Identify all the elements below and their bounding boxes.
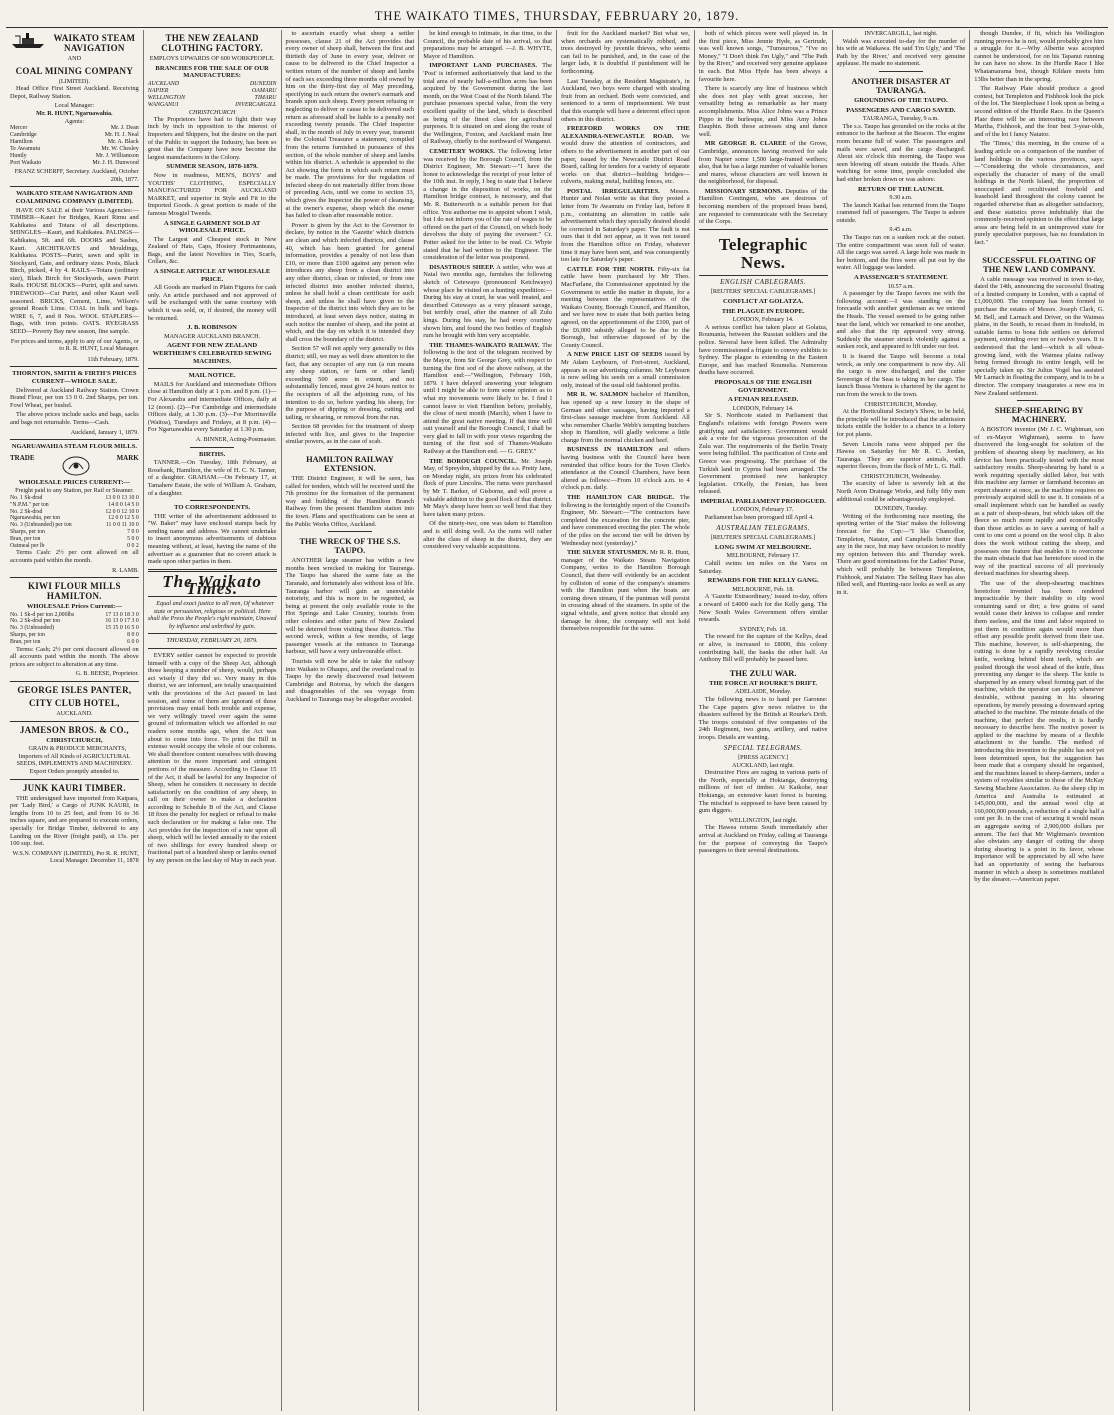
business-heading: BUSINESS IN HAMILTON: [567, 446, 653, 454]
column-8: [970, 30, 1108, 1411]
swim-date: MELBOURNE, February 17.: [726, 552, 800, 560]
ad-thornton-note: The above prices include sacks and bags, sacks and bags not returnable. Terms—Cash.: [10, 411, 139, 426]
correspondents-heading: TO CORRESPONDENTS.: [174, 504, 251, 512]
shearing-body: A BOSTON inventor (Mr J. C. Wightman, son of ex-Mayor Wightman), seems to have discovered the long-sought for solution of the problem of shearing sheep by machinery, as his device has been practically tested with the most satisfactory results. Sheep-shearing by hand is a work requiring specially skilled labor, but with this machine any farmer or farmhand becomes an expert shearer at once, as the machine requires no previously acquired skill to use it. It consists of a small implement which can be handled as easily as a pair of sheep-shears, but which takes off the fleece so much more rapidly and economically than those articles as to save a saving of half a cent to one cent a pound on the wool clip. It also does the work without cutting the sheep, and possesses one feature that enables it to overcome the main obstacle that has heretofore stood in the way of the practical success of all previously devised machines for shearing sheep.: [974, 426, 1104, 578]
ad-wsn2-title: WAIKATO STEAM NAVIGATION AND COALMINING COMPANY (LIMITED).: [15, 190, 134, 205]
price-row: No. 1 Sk-drsd 13 0 0 13 10 0: [10, 494, 139, 501]
mark-label: MARK: [116, 453, 139, 462]
australian-head: AUSTRALIAN TELEGRAMS.: [716, 523, 810, 532]
christchurch-body-2: Seven Lincoln rams were shipped per the Hawea on Saturday for Mr R. C. Jordan, Tauranga. They are superior animals, with superior fleeces, from the flock of Mr L. G. Hall.: [836, 440, 966, 471]
mail-sign: A. BINNER, Acting-Postmaster.: [195, 435, 277, 443]
divider: [190, 447, 234, 448]
return-head: RETURN OF THE LAUNCH.: [858, 185, 944, 193]
christchurch2-body: The scarcity of labor is severely felt at the North Avon Drainage Works, and fully fifty men additional could be advantageously employed.: [836, 480, 966, 503]
zulu-head: THE ZULU WAR.: [729, 668, 797, 678]
ad-junk-title: JUNK KAURI TIMBER.: [22, 782, 126, 793]
ad-clothing-branches-head: BRANCHES FOR THE SALE OF OUR MANUFACTURES:: [155, 64, 269, 80]
col8-p2: The 'Times,' this morning, in the course of a leading article on a comparison of the number of land holdings in the various provinces, says:—"Considering the whole circumstances, and especially the character of many of the small holdings in the North Island, the proportion of unoccupied and recultivated freehold and leasehold land throughout the colony cannot be regarded otherwise than as altogether satisfactory, and these statistics prove indubitably that the commonly-received opinion to the effect that large areas are being held in an unimproved state for purely speculative purposes, has no foundation in fact.": [974, 140, 1104, 247]
english-cablegrams-sub: [REUTERS' SPECIAL CABLEGRAMS.]: [710, 288, 816, 296]
land-heading: IMPORTANT LAND PURCHASES.: [429, 62, 537, 70]
seeds-body: issued by Mr Adam Leybourn, of Fort-street, Auckland, appears in our advertising columns. Mr Leybourn is now selling his seeds on a small commission only, instead of the usual old fashioned profits.: [561, 351, 690, 389]
return-body: The launch Kaikai has returned from the Taupo crammed full of passengers. The Taupo is ashore outside.: [836, 201, 966, 224]
bridge-heading: THE HAMILTON CAR BRIDGE.: [567, 494, 675, 502]
ad-thornton-title: THORNTON, SMITH & FIRTH'S PRICES CURRENT—WHOLE SALE.: [12, 370, 137, 385]
wreck-heading: THE WRECK OF THE S.S. TAUPO.: [299, 537, 401, 556]
statement-body-2: It is feared the Taupo will become a total wreck, as only one compartment is now dry. All the cargo is now discharged, and the cutter Sovereign of the Seas is taking in her cargo. The launch Bussa Ventura is chartered by the agent to run from the wreck to the town.: [836, 352, 966, 398]
ad-kiwi-sign: G. B. BEESE, Proprietor.: [75, 670, 139, 678]
branch-row: NAPIER OAMARU: [147, 87, 277, 94]
salmon-body: bachelor of Hamilton, has opened up a new luxury in the shape of German and other sausages, having imported a first-class sausage machine from Auckland. All who remember Charlie Webb's tempting butchers shop in Hamilton, will gladly welcome a little change from the normal chicken and beef.: [561, 391, 690, 444]
christchurch2-date: CHRISTCHURCH, Wednesday.: [860, 472, 942, 480]
ad-wsn-manager: Mr. R. HUNT, Ngaruawahia.: [36, 109, 113, 117]
births-heading: BIRTHS.: [198, 450, 226, 458]
ad-wsn-and: AND: [67, 55, 82, 62]
ad-junk-sign: W.S.N. COMPANY (LIMITED), Per R. R. HUNT, Local Manager. December 11, 1878: [12, 849, 139, 865]
mail-body: MAILS for Auckland and intermediate Offices close at Hamilton daily at 1 p.m. and 8 p.m. (1)—For Alexandra and intermediate Offices, daily at 12 (noon). (2)—For Cambridge and intermediate Offices daily, at 1.30 p.m. (3)—For Morrinsville (Waitoa), Tuesdays and Fridays, at 8 p.m. (4)—For Ngaruawahia every Saturday at 1.30 p.m.: [147, 380, 277, 434]
trade-label: TRADE: [10, 453, 35, 462]
paper-title: The Waikato Times.: [162, 571, 262, 599]
swim-body: Cahill swims ten miles on the Yarra on Saturday.: [698, 560, 828, 575]
fenian-date: LONDON, February 14.: [732, 404, 794, 412]
divider: [328, 449, 372, 450]
force-head: THE FORCE AT ROURKE'S DRIFT.: [709, 679, 818, 687]
shearing-body-2: The use of the sheep-shearing machines heretofore invented has been rendered impracticable by their inability to clip wool containing sand or dirt; a few grains of sand would cause their knives to collapse and render them useless, and the time and labor required to put them in condition again would more than offset any possible profit derived from their use. This machine, however, is self-sharpening, the cutting is done by a rapidly revolving circular knife, working behind blunt teeth, which are pushed through the wool ahead of the knife, thus preventing any danger to the sheep. The knife is sharpened by an emery wheel forming part of the machine, which the operator can apply whenever desirable, without pausing in his shearing operations, by merely pressing a downward spring attached to the machine. The minute details of the machine, that perfect the results, it is hardly necessary to describe here. The motive power is applied to the machine by means of a flexible attachment to the handle. The method of introducing this invention to the public has not yet been determined upon, but the suggestion has been made that a company should be organised, and the machines leased to sheep-farmers, under a system of royalties similar to those of the McKay Sewing Machine Association. As the sheep clip in America and Australia is estimated at 145,000,000, and the annual wool clip at 160,000,000 pounds, a reduction of a single half a cent per lb. in the cost of securing it would mean an aggregate saving of 2,900,000 dollars per annum. The fact that Mr Wightman's invention also obviates any danger of cutting the sheep during shearing is a point in its favor, whose importance will be appreciated by all who have had an opportunity of seeing the barbarous manner in which a sheep is sometimes mutilated by the shearer.—American paper.: [974, 580, 1104, 884]
sheep-heading: DISASTROUS SHEEP.: [429, 263, 495, 271]
divider: [10, 439, 139, 440]
ad-clothing-title: THE NEW ZEALAND CLOTHING FACTORY.: [161, 33, 263, 53]
ad-mills-head: WHOLESALE PRICES CURRENT:—: [18, 478, 130, 486]
ad-clothing-single2-head: A SINGLE ARTICLE AT WHOLESALE PRICE.: [153, 268, 271, 283]
imperial-head: IMPERIAL PARLIAMENT PROROGUED.: [700, 497, 826, 505]
divider: [10, 366, 139, 367]
ad-clothing-sub: EMPLOYS UPWARDS OF 600 WORKPEOPLE.: [149, 55, 275, 62]
col6-intro: both of which pieces were well played in. In the first piece, Miss Jennie Hyde, as Gertrude, was well known songs, "Tumourous," "I've no Money," "I Don't think I'm Ugly," and "The Path by the River," and received very genuine applause in each. But Miss Hyde has been always a favourite here.: [698, 30, 828, 83]
ad-panter-title: GEORGE ISLES PANTER,: [17, 685, 132, 696]
nat-heading: THE BOROUGH COUNCIL.: [429, 457, 517, 465]
divider: [1017, 250, 1061, 251]
sheep-body: A settler, who was at Natal two months ago, furnishes the following sketch of Cetewayo (pronounced Ketchwayo) whose place he visited on a hunting expedition:—During his stay at court, he was well treated, and described Cetewayo as a very pleasant savage, but terribly cruel, after the manner of all Zulu kings. During his stay, he had every courtesy shown him, and found the two bottles of English rum he brought with him very acceptable.: [423, 263, 552, 340]
agent-row: Cambridge Mr. H. J. Neal: [10, 132, 139, 139]
invercargill-body: Walsh was executed to-day for the murder of his wife at Waikawa. He said 'I'm Ugly,' and 'The Path by the River,' and received very genuine applause. He made no statement.: [836, 37, 966, 68]
ad-clothing-single2-body: All Goods are marked in Plain Figures for cash only. An article purchased and not approved of will be exchanged with the same courtesy with which it was sold, or, if desired, the money will be returned.: [147, 284, 277, 322]
passengers-head: PASSENGERS AND CARGO SAVED.: [846, 106, 956, 114]
divider: [328, 531, 372, 532]
ad-wsn-office: Head Office First Street Auckland. Receiving Depot, Railway Station.: [10, 85, 139, 100]
cattle-heading: CATTLE FOR THE NORTH.: [567, 265, 655, 273]
christchurch-body: At the Horticultural Society's Show, to be held, the principle will be introduced that the admission tickets entitle the holder to a chance in a lottery for pot plants.: [836, 408, 966, 438]
disaster-head: ANOTHER DISASTER AT TAURANGA.: [851, 76, 951, 95]
branch-list: [148, 81, 277, 116]
column-1: [6, 30, 144, 1411]
ad-clothing-agent: AGENT FOR NEW ZEALAND WERTHEIM'S CELEBRATED SEWING MACHINES.: [152, 342, 272, 365]
paper-motto: Equal and exact justice to all men, Of whatever state or persuasion, religious or political. Here shall the Press the People's right maintain, Unawed by influence and unbribed by gain.: [147, 600, 277, 630]
wellington-body: The Hawea returns South immediately after arrival at Auckland on Friday, calling at Tauranga for the purpose of conveying the Taupo's passengers to their several destinations.: [698, 824, 828, 855]
price-row: "N.P.M." per ton 14 0 0 14 5 0: [10, 501, 139, 508]
wreck-body: ANOTHER large steamer has within a few months been wrecked in making for Tauranga. The Taupo has shared the same fate as the Taranaki, and fortunately also without loss of life. Tauranga harbor will gain an unenviable notoriety, and this is more to be regretted, as being at present the only available route to the Hot Springs and Lake Country, tourists from other colonies and other parts of New Zealand will be deterred from visiting these districts. The second wreck, within a few months, of large passenger vessels at the entrance to Tauranga harbour, will have a very unfavourable effect.: [285, 557, 415, 656]
claree-heading: MR GEORGE R. CLAREE: [704, 140, 787, 148]
return-body-2: The Taupo ran on a sunken rock at the outset. The entire compartment was soon full of water. All the cargo was saved. A large hole was made in her bottom, and the fires were all put out by the water. All luggage was landed.: [836, 234, 966, 272]
ad-clothing-body: The Proprietors have had to fight their way inch by inch in opposition to the interest of Importers and Shippers, but the desire on the part of the Public to support the Industry, has been so great that the Company have now become the largest manufacturers in the Colony.: [147, 115, 277, 161]
postal-heading: POSTAL IRREGULARITIES.: [567, 187, 660, 195]
divider: [699, 229, 828, 230]
ad-mills-sub: Freight paid to any Station, per Rail or Steamer.: [15, 487, 134, 495]
price-row: Sharps, per ton 8 0 0: [10, 632, 139, 639]
ad-mills-title: NGARUAWAHIA STEAM FLOUR MILLS.: [11, 443, 138, 451]
claree-body: of the Grove, Cambridge, announces having received for sale from Napier some 1,500 large-framed wethers; also, that he has a large number of valuable horses and mares, whose characters are well known in the neighborhood, for disposal.: [698, 140, 828, 186]
ad-junk-body: THE undersigned have imported from Kaipara, per 'Lady Bird,' a Cargo of JUNK KAURI, in lengths from 10 to 25 feet, and from 16 to 36 inches square, and are prepared to execute orders, specially for Bridge Timber, delivered to any Landing on the River (freight paid), at 13s. per 100 sup. feet.: [10, 794, 139, 848]
price-row: Bran, per ton 5 0 0: [10, 535, 139, 542]
ad-wsn-agents: [10, 125, 139, 167]
ad-wsn2-sign: For prices and terms, apply to any of our Agents, or to R. R. HUNT, Local Manager.: [10, 337, 139, 353]
agent-row: Mercer Mr. J. Dean: [10, 125, 139, 132]
ad-wsn2-date: 11th February, 1879.: [87, 355, 139, 363]
railway-heading: HAMILTON RAILWAY EXTENSION.: [306, 455, 394, 474]
special-telegrams-sub: [PRESS AGENCY.]: [738, 754, 789, 762]
rail2-body: The following is the text of the telegram received by the Mayor, from Sir George Grey, with respect to turning the first sod of the above railway, at the Hamilton end:—"Wellington, February 16th, 1879. I have delayed answering your telegram until I might be able to form some opinion as to what my movements were likely to be. I find I cannot leave to visit Hamilton before, probably, the close of next month (March), when I have to attend the great native meeting. If that time will suit yourself and the Borough Council, I shall be very glad to fall in with your views regarding the turning of the first sod of Thames-Waikato Railway at the Hamilton end. — G. GREY.": [423, 341, 552, 456]
ad-wsn-manager-label: Local Manager:: [54, 102, 95, 110]
column-3: [282, 30, 420, 1411]
ad-wsn-title: WAIKATO STEAM NAVIGATION: [53, 33, 136, 53]
column-4: [419, 30, 557, 1411]
agent-row: Te Awamutu Mr. W. Chesley: [10, 146, 139, 153]
swim-head: LONG SWIM AT MELBOURNE.: [714, 543, 812, 551]
editorial-p4: Section 68 provides for the treatment of sheep infected with lice, and gives to the Inspector similar powers, as in the case of scab.: [285, 423, 415, 446]
sermons-heading: MISSIONARY SERMONS.: [704, 187, 783, 195]
col8-p1: The Railway Plate should produce a good contest, but Templeton and Fishhook look the pick of the lot. The Steeplechase I look upon as being a second edition of the Hurdle Race. In the Queen's Plate there will be an interesting race between Martha, Fishhook, and the four best 3-year-olds, and of the lot I fancy Natator.: [974, 85, 1104, 138]
silver-heading: THE SILVER STATUSMEN.: [567, 549, 649, 557]
ad-mills-terms: Terms Cash: 2½ per cent allowed on all accounts paid within the month.: [10, 549, 139, 564]
ad-thornton-body: Delivered at Auckland Railway Station. Crown Brand Flour, per ton 13 0 0. 2nd Sharps, per ton. Fowl Wheat, per bushel.: [10, 386, 139, 409]
masthead: [6, 6, 1108, 28]
cattle-body: Fifty-six fat cattle have been purchased by Mr Theo. MacFarlane, the Commissioner appointed by the Government to settle the matter in dispute, for a meeting between the representatives of the Waikato County, Borough Council, and Hamilton, and we have now to state that both parties being agreed, on the apportionment of the £100, part of the £6,000 subsidy alleged to be due to the Borough, but otherwise disposed of by the County Council.: [561, 265, 690, 349]
sydney-body: The reward for the capture of the Kellys, dead or alive, is increased to £8000, this colony contributing half, the banks the other half. An Anthony Bill will probably be passed here.: [698, 633, 828, 664]
divider: [1017, 400, 1061, 401]
ad-clothing-single-body: The Largest and Cheapest stock in New Zealand of Hats, Caps, Hosiery Portmanteaus, Bags, and the latest Novelties in Ties, Scarfs, Collars, &c.: [147, 235, 277, 266]
masthead-title: THE WAIKATO TIMES, THURSDAY, FEBRUARY 20, 1879.: [374, 9, 740, 23]
col5-intro: fruit for the Auckland market? But what we, when orchards are systematically robbed, and trees destroyed by juvenile thieves, who seems can fail to be punished, and, in the case of the larger lads, it is doubtful if punishment will be forthcoming.: [561, 30, 690, 75]
tauranga-date: TAURANGA, Tuesday, 9 a.m.: [862, 115, 939, 123]
divider: [10, 681, 139, 682]
statement-head: A PASSENGER'S STATEMENT.: [853, 274, 948, 282]
adelaide-body: The following news is to hand per Garonne: The Cape papers give news relative to the disasters suffered by the British at Rourke's Drift. The troops consisted of five companies of the 24th Regiment, two guns, artillery, and native troops. Details are wanting.: [698, 695, 828, 741]
kiwi-price-table: [10, 612, 139, 646]
auckland-date: AUCKLAND, last night.: [732, 761, 795, 769]
price-row: No. 3 (Unbranded) 15 15 0 16 5 0: [10, 625, 139, 632]
editorial-body: EVERY settler cannot be expected to provide himself with a copy of the Sheep Act, although those keeping a number of sheep, would, perhaps act wisely if they did so. Very many in this district, we are informed, are totally unacquainted with the provisions of the Act passed in last session, and some of them are ignorant of these provisions may entail both trouble and expense, we very willingly travel over again the same ground of information which we afforded to our readers some months ago, when the Act was about to come into force. To print the Bill in extenso would occupy the whole of our columns. We shall therefore content ourselves with drawing attention to the more important and stringent portions of the measure. According to Clause 15 of the Act, it shall be lawful for any Inspector of Sheep, when he considers it necessary to decide satisfactorily on the condition of any sheep, to call on their owner to make a declaration according to Schedule B of the Act, and Clause 18 fixes the penalty for neglect or refusal to make such declaration or for making a false one. The Act provides for the inspection of a rate upon all sheep, which will be levied annually to the extent of two shillings for every hundred sheep or fractional part of a hundred sheep or lambs owned by any person on the last day of May in each year.: [147, 652, 277, 865]
branch-row: WANGANUI INVERCARGILL: [147, 101, 277, 108]
rail2-heading: THE THAMES-WAIKATO RAILWAY.: [429, 341, 540, 349]
col4-intro: be kind enough to intimate, in due time, to the Council, the probable date of his arrival, so that preparations may be arranged. —J. B. WHYTE, Mayor of Hamilton.: [423, 30, 552, 60]
works-body: The following letter was received by the Borough Council, from the District Engineer, Mr. Stewart:—"I have the honor to acknowledge the receipt of your letter of the 10th inst. In reply, I beg to state that I believe a change in the disposition of works, on the Hamilton bridge contract, is necessary, and that Mr. R. Butterworth is a suitable person for that office. You authorise me to appoint whom I wish, but I do not inform you of the rate of wages to be offered on the part of the Council, on which body devolves the duty of paying the overseer." Cr. Potter asked for the letter to be read. Cr. Whyte stated that he had written to the Engineer. The consideration of the letter was postponed.: [423, 147, 553, 262]
columns: [6, 30, 1108, 1411]
invercargill-date: INVERCARGILL, last night.: [864, 30, 938, 37]
trade-mark: [10, 455, 139, 477]
kelly-date: MELBOURNE, Feb. 18.: [732, 585, 794, 593]
steamer-icon: [10, 32, 46, 50]
english-cablegrams-head: ENGLISH CABLEGRAMS.: [720, 277, 807, 286]
price-row: Ngaruawahia, per ton 12 0 0 12 5 0: [10, 515, 139, 522]
column-7: [833, 30, 971, 1411]
silver-body: Mr R. R. Hunt, manager of the Waikato Steam Navigation Company, writes to the Hamilton Borough Council, that there will evidently be an accident by collision of some of the company's steamers with the Hamilton punt when the boats are coming down stream, if the puntman will persist in crossing ahead of the steamers. In spite of the signal whistle, and given notice that should any damage be done, the company will not hold themselves responsible for the same.: [561, 549, 690, 633]
statement-time: 10.57 a.m.: [887, 282, 914, 290]
divider: [148, 648, 277, 649]
price-row: No. 3 (Unbranded) per ton 11 0 0 11 10 0: [10, 522, 139, 529]
mail-heading: MAIL NOTICE.: [188, 372, 236, 380]
ad-clothing-season-body: Now in readiness, MEN'S, BOYS' and YOUTHS' CLOTHING, ESPECIALLY MANUFACTURED FOR AUCKLAND MARKET, and superior in Style and Fit to the Imported Goods. A great portion is made of the famous Mosgiel Tweeds.: [147, 171, 277, 217]
railway-body: THE District Engineer, it will be seen, has called for tenders, which will be received until the 7th proximo for the formation of the permanent way and building of the Hamilton Branch Railway from the present Hamilton station into the town. Plans and specifications can be seen at the Public Works Office, Auckland.: [285, 475, 415, 528]
golatza-head: CONFLICT AT GOLATZA.: [722, 298, 804, 306]
divider: [699, 275, 828, 276]
grounding-head: GROUNDING OF THE TAUPO.: [854, 96, 948, 104]
divider: [10, 721, 139, 722]
paper-date: THURSDAY, FEBRUARY 20, 1879.: [166, 637, 258, 645]
tauranga-body: The s.s. Taupo has grounded on the rocks at the entrance to the harbour at the Beacon. The engine room became full of water. The passengers and mails were saved, and the cargo discharged. About six o'clock this morning, the Taupo was seen blowing off steam outside the Heads. After watching for some time, people concluded she had either broken down or was ashore.: [836, 122, 966, 183]
shearing-head: SHEEP-SHEARING BY MACHINERY.: [994, 406, 1084, 425]
sydney-date: SYDNEY, Feb. 18.: [739, 625, 787, 633]
ad-wsn-company: COAL MINING COMPANY: [15, 65, 134, 76]
ad-clothing-sign2: MANAGER AUCKLAND BRANCH.: [164, 332, 261, 340]
column-6: [695, 30, 833, 1411]
salmon-heading: MR R. W. SALMON: [567, 391, 628, 399]
agent-row: Port Waikato Mr. J. H. Dunwood: [10, 160, 139, 167]
australian-sub: [REUTER'S SPECIAL CABLEGRAMS.]: [710, 534, 816, 542]
fenian-body: Sir S. Northcote stated in Parliament that England's relations with foreign Powers were gratifying and satisfactory. Government would ask a vote for the vigorous prosecution of the Zulu war. The requirements of the Berlin Treaty were being fulfilled. The pacification of Crete and Greece was progressing. The purchase of the Turkish land in Cyprus had been arranged. The Government promised new bankruptcy legislation. O'Kelly, the Fenian, has been released.: [698, 412, 828, 496]
plague-body: A serious conflict has taken place at Golatza, Roumania, between the Russian soldiers and the police. Several have been killed. The Admiralty have commissioned a frigate to convey exhibits to Sydney. The plague is extending in the Eastern Europe, and has reached Roumelia. Numerous deaths have occurred.: [698, 323, 828, 377]
return-time: 9.30 a.m.: [889, 194, 913, 202]
ad-wsn-limited: (LIMITED).: [58, 77, 90, 85]
ad-jameson-body: GRAIN & PRODUCE MERCHANTS, Importers of All Kinds of AGRICULTURAL SEEDS, IMPLEMENTS AND MACHINERY. Export Orders promptly attended to.: [16, 745, 133, 776]
bridge-body: The following is the fortnightly report of the Council's Engineer, Mr. Stewart:—"The contractors have completed the excavation for the concrete pier, and have commenced erecting the pier. The whole of the piles on the second tier will be driven by Wednesday next (yesterday).": [561, 494, 690, 547]
kelly-head: REWARDS FOR THE KELLY GANG.: [707, 577, 819, 585]
trade-mark-icon: [61, 455, 91, 477]
kelly-body: A 'Gazette Extraordinary,' issued to-day, offers a reward of £4000 each for the Kelly gang. The New South Wales Government offers similar rewards.: [698, 593, 828, 624]
divider: [10, 577, 139, 578]
divider: [10, 186, 139, 187]
ad-clothing-sign: J. B. ROBINSON: [187, 324, 237, 332]
ad-panter-place: AUCKLAND.: [56, 710, 93, 718]
ad-kiwi-head: WHOLESALE Prices Current:—: [26, 603, 122, 611]
price-row: No. 1 Sk-d per ton 2,000lbs 17 13 0 18 3 0: [10, 611, 139, 618]
dunedin-body: Writing of the forthcoming race meeting, the sporting writer of the 'Star' makes the following forecast for the Cup:—"I like Chancellor, Templeton, Natator, and Campbells better than any in the race, but may have occasion to modify my opinion between this and Thursday week. There are good nominations for the Ladies' Purse, which will probably lie between Templeton, Fishhook, and Natator. The Selling Race has also filled well, and Hunting-race looks as well as any in it.: [836, 512, 966, 596]
ad-thornton-date: Auckland, January 1, 1879.: [70, 428, 139, 436]
ad-mills-sign: R. LAMB.: [112, 566, 139, 574]
land-body: The 'Post' is informed authoritatively that land to the total area of nearly half-a-million acres has been acquired by the Government during the last month, on the West Coast of the North Island. The purchase possesses special value, from the very excellent quality of the land, which is described as being of the finest class for agricultural purposes. It is situated on and along the route of the Wellington, Foxton, and Auckland main line of Railway, chiefly to the northward of Wanganui.: [423, 62, 552, 146]
ad-clothing-season: SUMMER SEASON, 1878-1879.: [166, 163, 258, 171]
ad-jameson-title: JAMESON BROS. & CO.,: [19, 724, 129, 735]
ad-jameson-place: CHRISTCHURCH,: [46, 736, 103, 744]
wellington-date: WELLINGTON, last night.: [728, 816, 798, 824]
col4-last: Of the ninety-two, one was taken to Hamilton and is still doing well. As the rams will rather alter the class of sheep in the district, they are considered very valuable acquisitions.: [423, 520, 552, 551]
plague-date: LONDON, February 14.: [732, 316, 794, 324]
return-time-2: 9.45 a.m.: [889, 226, 913, 234]
plague-head: THE PLAGUE IN EUROPE.: [721, 307, 805, 315]
floating-head: SUCCESSFUL FLOATING OF THE NEW LAND COMPANY.: [982, 255, 1097, 274]
col8-intro: though Dundee, if fit, which his Wellington running proves he is not, would probably give him a struggle for it.—Why Albertie was accepted cannot be understood, for on his Tapanui running he can have no show. In the Hurdle Race I like Whatamarama best, though Kildare meets him 13lbs better than in the spring.: [974, 30, 1104, 83]
divider: [879, 71, 923, 72]
business-body: and others having business with the Council have been reminded that office hours for the Town Clerk's attendance at the Council Chambers, have been altered as follows:—From 10 o'clock a.m. to 4 o'clock p.m. daily.: [561, 446, 690, 492]
auckland-body: Destructive Fires are raging in various parts of the North, especially at Hokianga, destroying millions of feet of timber. At Kaikohe, near Hokianga, an extensive kauri forest is burning. The mischief is supposed to have been caused by gum diggers.: [698, 769, 828, 815]
column-2: [144, 30, 282, 1411]
divider: [190, 500, 234, 501]
column-5: [557, 30, 695, 1411]
ad-panter-sub: CITY CLUB HOTEL,: [29, 698, 120, 709]
works-heading: CEMETERY WORKS.: [429, 147, 495, 155]
wreck-body-2: Tourists will now be able to take the railway into Waikato to Ohaupo, and the overland road to Taupo by the newly discovered road between Cambridge and Rotorua, by which the dangers and disagreeables of the sea voyage from Auckland to Tauranga may be altogether avoided.: [285, 657, 415, 703]
freeford-body: We would draw the attention of contractors, and others to the advertisement in another part of our paper, issued by the Newcastle District Road Board, calling for tenders for a variety of separate works on that district—building bridges—culverts, making metal, building fences, etc.: [561, 132, 690, 186]
ad-wsn-agents-head: Agents:: [64, 117, 84, 125]
price-row: Sharps, per ton 7 0 0: [10, 528, 139, 535]
christchurch-date: CHRISTCHURCH, Monday.: [864, 400, 938, 408]
fenian-head: A FENIAN RELEASED.: [728, 396, 799, 404]
divider: [148, 633, 277, 634]
proposals-head: PROPOSALS OF THE ENGLISH GOVERNMENT.: [714, 378, 812, 394]
col5-p1: Last Tuesday, at the Resident Magistrate's, in Auckland, two boys were charged with stealing fruit from an orchard. Both were convicted, and sentenced to a term of imprisonment. We trust that this example will have a deterrent effect upon others in this district.: [561, 77, 690, 123]
ad-wsn-sign: FRANZ SCHERFF, Secretary. Auckland, October 20th, 1877.: [14, 168, 139, 183]
price-row: No. 2 Sk-drsd 12 0 0 12 10 0: [10, 508, 139, 515]
agent-row: Huntly Mr. J. Williamson: [10, 153, 139, 160]
dunedin-date: DUNEDIN, Tuesday.: [874, 505, 928, 513]
ad-clothing-single-head: A SINGLE GARMENT SOLD AT WHOLESALE PRICE.: [163, 219, 261, 235]
price-row: Bran, per ton 6 0 0: [10, 638, 139, 645]
sermons-body: Deputies of the Hamilton Contingent, who are desirous of becoming members of the proposed brass band, are requested to communicate with the Secretary of the Corps.: [698, 187, 828, 226]
price-table: [10, 495, 139, 549]
branch-last: CHRISTCHURCH: [188, 108, 236, 116]
telegraphic-news-title: Telegraphic News.: [718, 234, 808, 272]
adelaide-date: ADELAIDE, Monday.: [735, 688, 792, 696]
divider: [10, 779, 139, 780]
price-row: Oatmeal per lb 0 0 2: [10, 542, 139, 549]
editorial-p3: Section 57 will not apply very generally to this district; still, we may as well draw attention to the fact, that any occupier of any run (a run means any sheep station, or farm or other land) exceeding 500 acres in extent, and not substantially fenced, must give 24 hours notice to the occupiers of all the adjoining runs, of his intention to do so, before yarding his sheep, for the purpose of dipping or dressing, cutting and tailing, or shearing, or removal from the run.: [285, 345, 415, 421]
nat-body: Mr. Joseph May, of Spreydon, shipped by the s.s. Pretty Jane, on Monday night, six prizes from his celebrated flock of pure Lincolns. The rams were purchased by Mr T. Barker, of Gisborne, and will prove a valuable addition to the good flock of that district. Mr May's sheep have been so well bred that they have taken many prizes.: [423, 457, 552, 518]
floating-body: A cable message was received in town to-day, dated the 14th, announcing the successful floating of a limited company in London, with a capital of £1,000,000. The company has been formed to purchase the estates of Messrs. Joseph Clark, G. M. Bell, and Larnach and Driver, on the Waimea plains, in the South, to recast them in freehold, in suitable farms to bona fide settlers on deferred payment, extending over ten or twelve years. It is understood that the land—which is all wheat-growing land, with the Waimea plains railway being formed through its entire length, will be specially taken up. Sir Julius Vogel has assisted Mr Larnach in floating the company, and is to be a director. The company inaugurates a new era in New Zealand settlement.: [974, 275, 1104, 397]
divider: [148, 368, 277, 369]
seeds-heading: A NEW PRICE LIST OF SEEDS: [567, 351, 663, 359]
agent-row: Hamilton Mr. A. Black: [10, 139, 139, 146]
statement-body: A passenger by the Taupo favors me with the following account:—I was standing on the forecastle with another gentleman as we entered the Heads. The vessel seemed to be going rather near the land, which we remarked to one another, and also that the rip appeared very strong. Suddenly the steamer struck violently against a sunken rock, and appeared to lift under our feet.: [836, 290, 966, 351]
editorial-p2: Power is given by the Act to the Governor to declare, by notice in the 'Gazette' which districts are clean and which infected districts, and clause 40, which has been granted for general information, provides a penalty of not less than £10, or more than £100 against any person who introduces any sheep from a clean district into any other district, clean or infected, or from one infected district into another infected district, unless he shall hold a clean certificate for such sheep, and unless he shall have given to the Inspector of the district into which they are to be introduced, at least seven days notice, stating in such notice the number of sheep, and the point at which, and the day on which it is intended they shall cross the boundary of the district.: [285, 221, 415, 343]
ad-wsn2-body: HAVE ON SALE at their Various Agencies:— TIMBER—Kauri for Bridges, Kauri Rimu and Kahikatea and Totara of all descriptions. SHINGLES—Kauri, and Kahikatea. PALINGS—Kahikatea, 5ft. and 6ft. DOORS and Sashes, Kauri. ARCHITRAVES and Mouldings, Kahikatea. POSTS—Puriri, sawn and split in Stockyard, Gate, and ordinary sizes. Posts, Black Birch, picked, 4 by 4. RAILS—Totara (ordinary size), Black Birch for Stockyards, sawn Puriri Rails. HOUSE BLOCKS—Puriri, split and sawn. FIREWOOD—Cut Puriri, and other Kauri well seasoned. BRICKS, Cement, Lime, Wilson's ground Roach Lime. COAL in bulk and bags. WIRE 6, 7, and 8 Nos. WOOL STAPLERS—Bags, with iron points. OATS. RYEGRASS SEED—Poverty Bay new season, fine sample.: [10, 206, 139, 336]
postal-body: Messrs. Hunter and Nolan write us that they posted a letter from Te Awamutu on Friday last, before 8 p.m., containing an alteration in cattle sale advertisement which they specially desired should be corrected in Saturday's paper. The fault is not ours that it did not appear, as it was not issued from the Hamilton office on Friday, whatever time it may have been sent, and was consequently too late for Saturday's paper.: [561, 187, 690, 264]
births-body: TANNER.—On Tuesday, 18th February, at Rosebank, Hamilton, the wife of H. C. N. Tanner, of a daughter. GRAHAM.—On February 17, at Tamahere Estate, the wife of William A. Graham, of a daughter.: [147, 459, 277, 497]
col6-p1: There is scarcely any line of business which she does not play with great success, her versatility being as remarkable as her many accomplishments. Miss Alice Johns was a Prince Pippo in the burlesque, and Miss Amy Johns Dauphin. Both these actresses sing and dance well.: [698, 85, 828, 138]
imperial-body: Parliament has been prorogued till April 4.: [704, 514, 814, 522]
freeford-heading: FREEFORD WORKS ON THE ALEXANDRA-NEWCASTLE ROAD.: [561, 125, 690, 140]
ad-kiwi-title: KIWI FLOUR MILLS HAMILTON.: [27, 581, 121, 602]
special-telegrams-head: SPECIAL TELEGRAMS.: [723, 743, 803, 752]
branch-row: AUCKLAND DUNEDIN: [147, 80, 277, 87]
correspondents-body: THE writer of the advertisement addressed to "W. Baker" may have enclosed stamps back by sending name and address. We cannot undertake to insert anonymous advertisements of dubious meaning without, at least, having the name of the advertiser as a guarantee that no covert attack is made upon other parties in them.: [147, 512, 277, 566]
ad-kiwi-terms: Terms: Cash; 2½ per cent discount allowed on all accounts paid within the month. The above prices are subject to alteration at any time.: [10, 645, 139, 668]
price-row: No. 2 Sk-drsd per ton 16 13 0 17 3 0: [10, 618, 139, 625]
editorial-continued: to ascertain exactly what sheep a settler possesses, clause 21 of the Act provides that every owner of sheep shall, between the first and thirtieth day of June in every year, deliver or cause to be delivered to the Chief Inspector a written return of the number of sheep and lambs of each sex exceeding three months old owned by him on the thirty-first day of May preceding, specifying in such return the owner's earmark and brands upon such sheep. Every person refusing or neglecting to deliver or cause to be delivered such return as aforesaid shall be liable to a penalty not exceeding twenty pounds. The Chief Inspector shall, in the month of July in every year, transmit to the Colonial Treasurer a statement, compiled from the returns furnished in pursuance of this section, of the whole number of sheep and lambs within his district. A schedule is appended to the Act showing the form in which such return must be made. The provisions for the regulation of infected sheep do not materially differ from those of preceding Acts, until we come to section 33, which gives the Inspector the power of cleansing, at the owner's expense, sheep which the owner has failed to clean after reasonable notice.: [285, 30, 415, 220]
branch-row: WELLINGTON TIMARU: [147, 94, 277, 101]
imperial-date: LONDON, February 17.: [732, 506, 794, 514]
